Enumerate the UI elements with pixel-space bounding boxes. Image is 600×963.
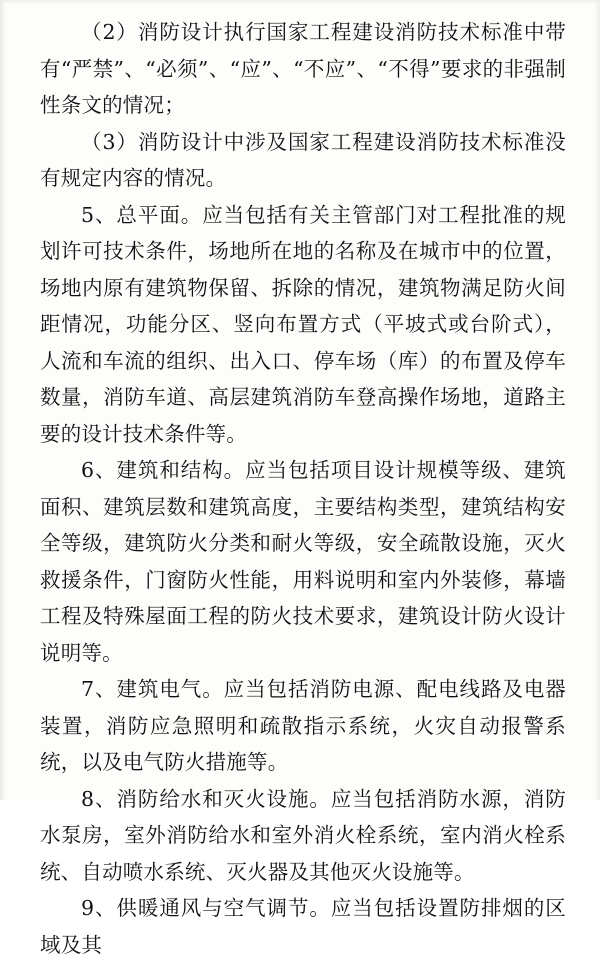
paragraph-item-2: （2）消防设计执行国家工程建设消防技术标准中带有“严禁”、“必须”、“应”、“不应”、“不得”要求的非强制性条文的情况； — [40, 20, 566, 117]
paragraph-item-3: （3）消防设计中涉及国家工程建设消防技术标准没有规定内容的情况。 — [40, 129, 566, 190]
page-edge-shadow-left — [0, 0, 6, 800]
document-body — [40, 14, 566, 963]
paragraph-item-8: 8、消防给水和灭火设施。应当包括消防水源，消防水泵房，室外消防给水和室外消火栓系统，室内消火栓系统、自动喷水系统、灭火器及其他灭火设施等。 — [40, 786, 566, 884]
paragraph-item-7: 7、建筑电气。应当包括消防电源、配电线路及电器装置，消防应急照明和疏散指示系统，火灾自动报警系统，以及电气防火措施等。 — [40, 677, 566, 774]
paragraph-item-6: 6、建筑和结构。应当包括项目设计规模等级、建筑面积、建筑层数和建筑高度，主要结构类型，建筑结构安全等级，建筑防火分类和耐火等级，安全疏散设施，灭火救援条件，门窗防火性能，用料说明和室内外装修，幕墙工程及特殊屋面工程的防火技术要求，建筑设计防火设计说明等。 — [40, 458, 566, 665]
paragraph-item-9: 9、供暖通风与空气调节。应当包括设置防排烟的区域及其 — [40, 896, 566, 957]
page-edge-shadow-right — [594, 0, 600, 800]
paragraph-item-5: 5、总平面。应当包括有关主管部门对工程批准的规划许可技术条件，场地所在地的名称及在城市中的位置，场地内原有建筑物保留、拆除的情况，建筑物满足防火间距情况，功能分区、竖向布置方式（平坡式或台阶式），人流和车流的组织、出入口、停车场（库）的布置及停车数量，消防车道、高层建筑消防车登高操作场地，道路主要的设计技术条件等。 — [40, 202, 566, 446]
page-edge-shadow-top — [0, 0, 600, 4]
